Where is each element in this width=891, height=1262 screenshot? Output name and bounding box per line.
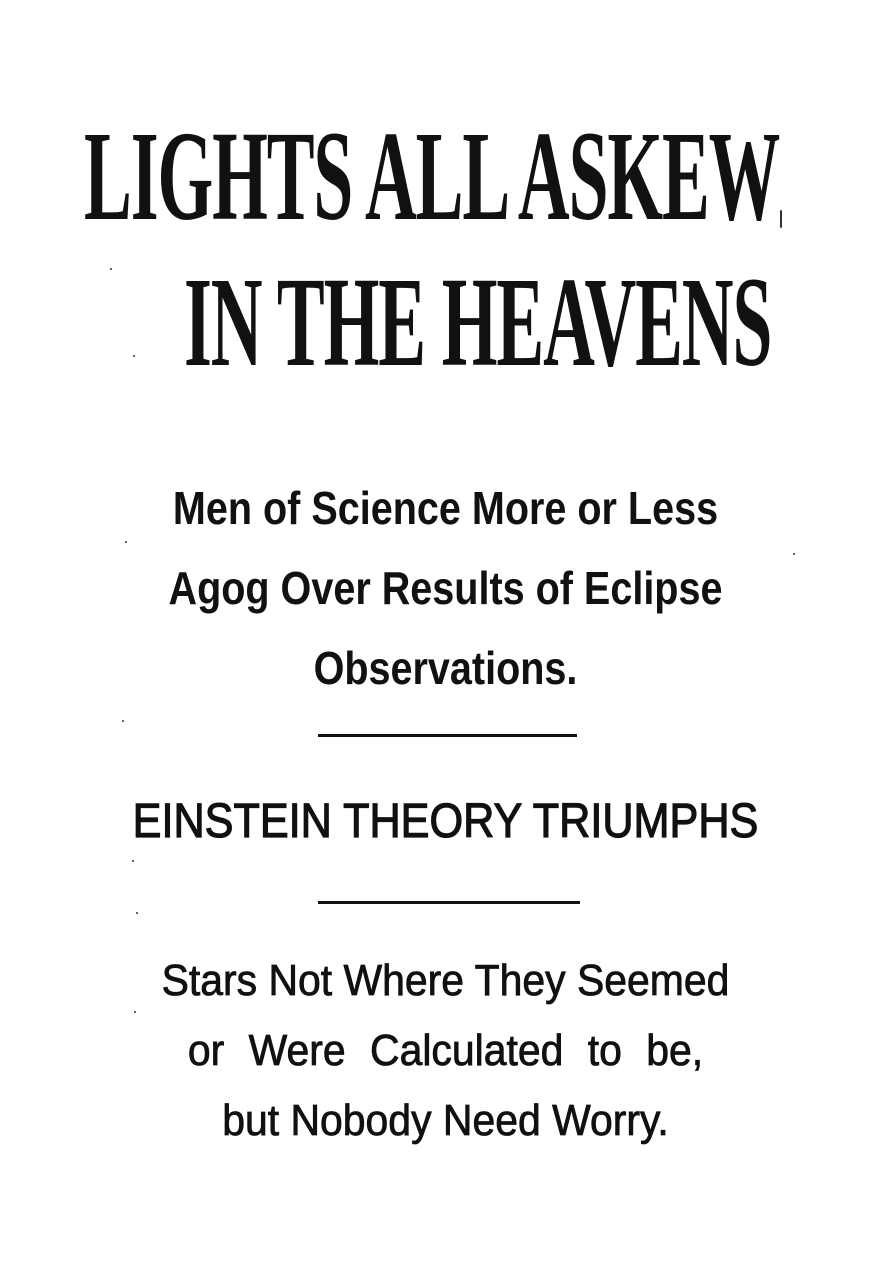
subheadline-deck-3 [60,946,831,1156]
divider-rule-1 [318,734,577,737]
deck-3-line-1: Stars Not Where They Seemed [161,956,730,1005]
deck-1-line-1: Men of Science More or Less [172,482,719,534]
deck-1-line-3: Observations. [313,642,578,694]
headline-line-1: LIGHTS ALL ASKEW [84,105,780,247]
print-speck [134,1011,136,1013]
deck-3-line-3: but Nobody Need Worry. [222,1096,669,1145]
deck-2-text: EINSTEIN THEORY TRIUMPHS [132,795,759,848]
print-speck [122,720,124,722]
print-speck [793,553,795,555]
print-speck [133,355,135,357]
deck-1-line-2: Agog Over Results of Eclipse [168,562,723,614]
print-speck [110,268,112,270]
print-speck [132,860,134,862]
print-speck [780,210,782,228]
print-speck [136,912,138,914]
subheadline-deck-1 [60,468,831,708]
divider-rule-2 [318,901,580,904]
deck-3-line-2: or Were Calculated to be, [187,1026,704,1075]
headline-line-2: IN THE HEAVENS [184,251,772,393]
print-speck [125,541,127,543]
subheadline-deck-2 [60,792,831,852]
